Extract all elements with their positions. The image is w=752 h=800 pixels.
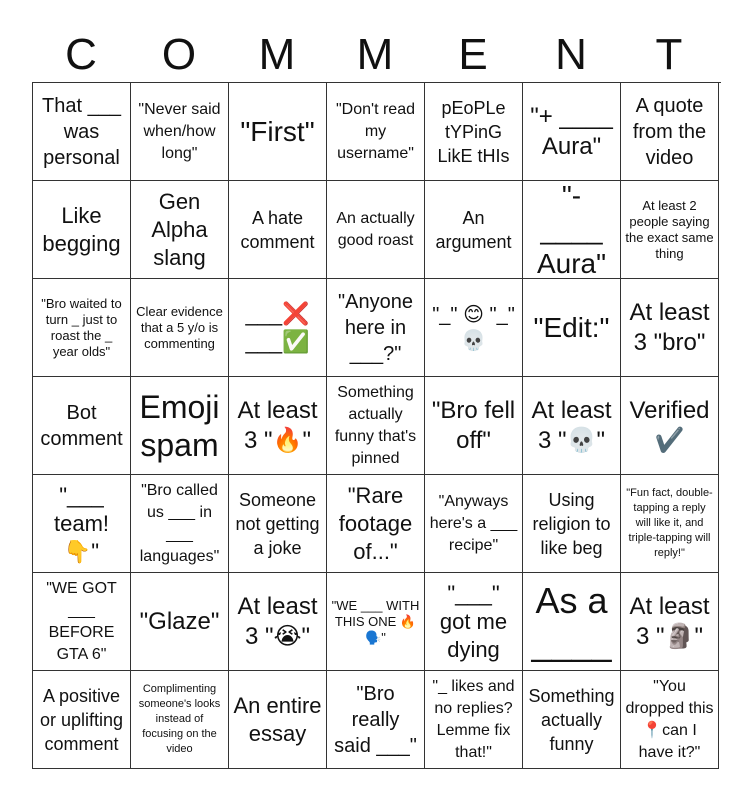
cell-text: "Fun fact, double-tapping a reply will like it, and triple-tapping will reply!" [626, 487, 713, 559]
cell-text: Clear evidence that a 5 y/o is commenting [136, 303, 223, 351]
cell-text: "First" [240, 115, 315, 147]
bingo-header [32, 28, 720, 82]
bingo-cell[interactable] [229, 377, 327, 475]
bingo-cell[interactable] [33, 475, 131, 573]
cell-text: A hate comment [240, 207, 315, 252]
cell-text: "___ team! 👇" [53, 482, 110, 564]
bingo-cell[interactable] [523, 573, 621, 671]
bingo-cell[interactable] [523, 83, 621, 181]
cell-text: "WE ___ WITH THIS ONE 🔥🗣️" [331, 597, 420, 645]
cell-text: At least 3 "🗿" [629, 592, 710, 650]
cell-text: As a ____ [531, 579, 612, 663]
header-letter: C [65, 30, 97, 79]
cell-text: At least 3 "💀" [531, 396, 612, 454]
bingo-cell[interactable] [621, 377, 719, 475]
cell-text: Using religion to like beg [532, 489, 611, 558]
cell-text: That ___ was personal [42, 94, 121, 169]
bingo-cell[interactable] [131, 181, 229, 279]
bingo-cell[interactable] [33, 377, 131, 475]
cell-text: At least 3 "bro" [629, 298, 710, 356]
cell-text: pEoPLe tYPinG LikE tHIs [437, 97, 510, 166]
bingo-cell[interactable] [327, 475, 425, 573]
bingo-cell[interactable] [425, 475, 523, 573]
cell-text: A positive or uplifting comment [39, 685, 124, 754]
cell-text: "You dropped this 📍can I have it?" [625, 677, 714, 761]
bingo-cell[interactable] [33, 573, 131, 671]
cell-text: Bot comment [40, 401, 123, 450]
bingo-cell[interactable] [327, 181, 425, 279]
bingo-cell[interactable] [425, 671, 523, 769]
cell-text: "Rare footage of..." [338, 482, 413, 564]
cell-text: "Edit:" [533, 311, 610, 343]
bingo-cell[interactable] [229, 279, 327, 377]
cell-text: Like begging [42, 202, 121, 256]
bingo-cell[interactable] [327, 279, 425, 377]
cell-text: "+ ____ Aura" [530, 102, 613, 160]
bingo-cell[interactable] [33, 83, 131, 181]
bingo-cell[interactable] [327, 83, 425, 181]
bingo-cell[interactable] [621, 181, 719, 279]
cell-text: At least 3 "🔥" [237, 396, 318, 454]
bingo-cell[interactable] [131, 671, 229, 769]
bingo-cell[interactable] [131, 475, 229, 573]
bingo-cell[interactable] [621, 573, 719, 671]
cell-text: A quote from the video [632, 94, 707, 169]
cell-text: "Glaze" [139, 607, 220, 635]
header-letter: T [655, 30, 683, 79]
cell-text: "Bro fell off" [431, 396, 516, 454]
bingo-cell[interactable] [327, 573, 425, 671]
bingo-cell[interactable] [33, 181, 131, 279]
cell-text: At least 2 people saying the exact same thing [625, 197, 714, 261]
cell-text: "- ____ Aura" [536, 181, 607, 279]
bingo-cell[interactable] [621, 475, 719, 573]
bingo-cell[interactable] [131, 377, 229, 475]
cell-text: ___❌ ___✅ [245, 300, 310, 354]
cell-text: "_" 😊 "_" 💀 [432, 303, 515, 352]
cell-text: "Bro really said ___" [334, 682, 417, 757]
cell-text: Emoji spam [139, 388, 220, 463]
bingo-cell[interactable] [425, 83, 523, 181]
cell-text: Verified ✔️ [629, 396, 710, 454]
cell-text: "Bro called us ___ in ___ languages" [139, 481, 220, 565]
bingo-cell[interactable] [523, 279, 621, 377]
bingo-cell[interactable] [229, 671, 327, 769]
cell-text: Something actually funny that's pinned [334, 383, 417, 467]
cell-text: "___" got me dying [439, 580, 508, 662]
bingo-cell[interactable] [523, 671, 621, 769]
cell-text: An entire essay [233, 692, 322, 746]
bingo-cell[interactable] [425, 279, 523, 377]
cell-text: An actually good roast [336, 209, 415, 249]
bingo-cell[interactable] [523, 377, 621, 475]
bingo-cell[interactable] [425, 573, 523, 671]
cell-text: Someone not getting a joke [235, 489, 320, 558]
cell-text: Complimenting someone's looks instead of focusing on the video [138, 683, 221, 755]
bingo-cell[interactable] [229, 181, 327, 279]
bingo-cell[interactable] [229, 83, 327, 181]
cell-text: "WE GOT ___ BEFORE GTA 6" [46, 579, 117, 663]
bingo-cell[interactable] [621, 279, 719, 377]
bingo-cell[interactable] [523, 475, 621, 573]
cell-text: An argument [435, 207, 512, 252]
cell-text: "Anyone here in ___?" [338, 290, 413, 365]
bingo-cell[interactable] [523, 181, 621, 279]
cell-text: Something actually funny [528, 685, 615, 754]
bingo-cell[interactable] [229, 475, 327, 573]
cell-text: "Bro waited to turn _ just to roast the _ year olds" [41, 295, 122, 359]
bingo-cell[interactable] [425, 181, 523, 279]
bingo-cell[interactable] [621, 671, 719, 769]
bingo-grid [32, 82, 721, 769]
header-letter: N [555, 30, 587, 79]
bingo-cell[interactable] [327, 671, 425, 769]
header-letter: M [356, 30, 394, 79]
header-letter: M [258, 30, 296, 79]
bingo-cell[interactable] [229, 573, 327, 671]
cell-text: "_ likes and no replies? Lemme fix that!" [432, 677, 515, 761]
bingo-cell[interactable] [621, 83, 719, 181]
cell-text: At least 3 "😭" [237, 592, 318, 650]
header-letter: O [161, 30, 197, 79]
cell-text: Gen Alpha slang [151, 188, 208, 270]
header-letter: E [458, 30, 488, 79]
bingo-cell[interactable] [131, 279, 229, 377]
bingo-cell[interactable] [425, 377, 523, 475]
bingo-cell[interactable] [33, 671, 131, 769]
bingo-cell[interactable] [33, 279, 131, 377]
cell-text: "Anyways here's a ___ recipe" [429, 492, 518, 554]
bingo-cell[interactable] [131, 83, 229, 181]
bingo-cell[interactable] [131, 573, 229, 671]
cell-text: "Don't read my username" [336, 100, 415, 162]
bingo-cell[interactable] [327, 377, 425, 475]
cell-text: "Never said when/how long" [138, 100, 221, 162]
